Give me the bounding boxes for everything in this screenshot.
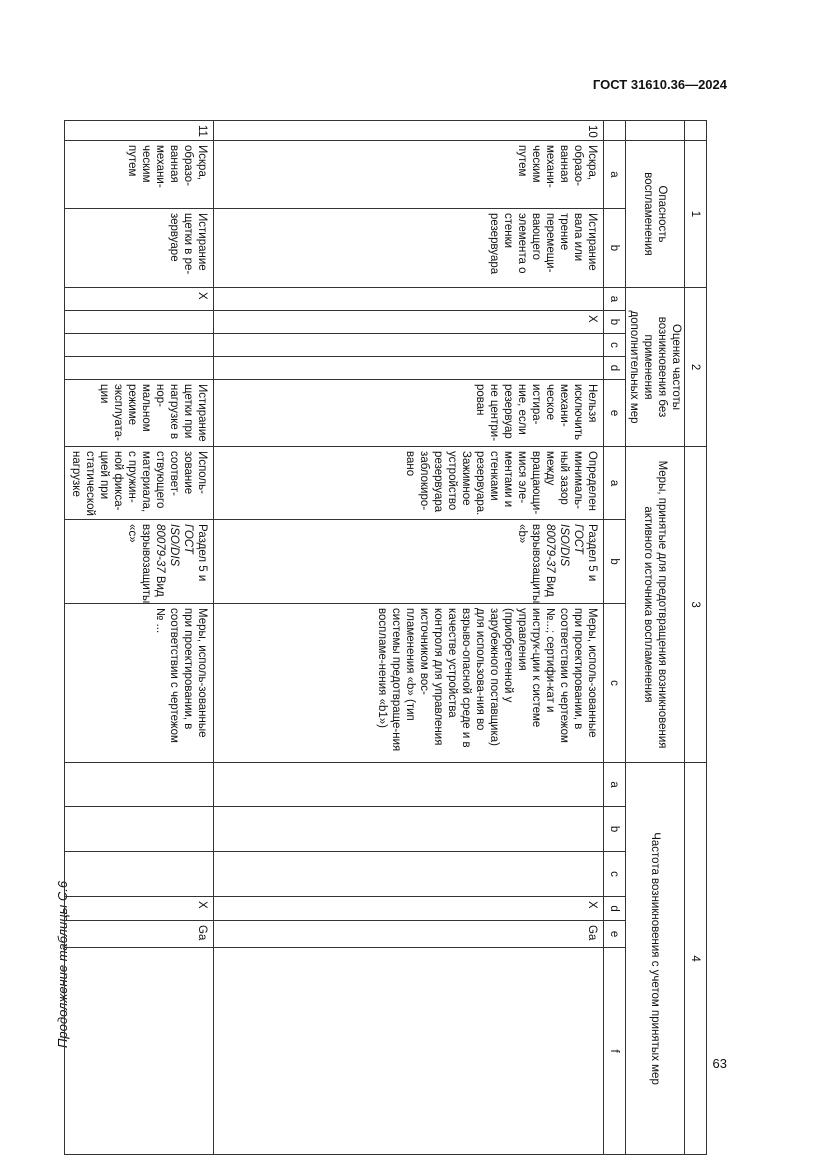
sub-letter: c bbox=[604, 334, 626, 357]
group-title-2: Оценка частоты возникновения без применения дополнительных мер bbox=[626, 288, 685, 447]
cell-4c bbox=[214, 852, 604, 897]
cell-4b bbox=[214, 807, 604, 852]
cell-3a: Определен минималь-ный зазор между вращающи-мися эле-ментами и стенками резервуара. Зажимное устройство резервуара заблокиро-вано bbox=[214, 447, 604, 520]
cell-2c bbox=[65, 334, 214, 357]
ref-prefix: Раздел 5 и bbox=[586, 524, 598, 582]
cell-1b: Истирание щетки в ре-зервуаре bbox=[65, 209, 214, 288]
page-number: 63 bbox=[712, 1056, 727, 1071]
sub-letter: a bbox=[604, 447, 626, 520]
ref-prefix: Раздел 5 и bbox=[196, 524, 208, 582]
corner-cell bbox=[626, 121, 685, 141]
cell-4a bbox=[214, 763, 604, 807]
table-row bbox=[214, 121, 604, 1155]
sub-letter-row bbox=[604, 121, 626, 1155]
sub-letter: e bbox=[604, 921, 626, 948]
group-title-3: Меры, принятые для предотвращения возникновения активного источника воспламенения bbox=[626, 447, 685, 763]
cell-3b bbox=[214, 520, 604, 604]
ref-suffix: Вид взрывозащиты «b» bbox=[516, 524, 556, 604]
cell-4f bbox=[65, 948, 214, 1155]
row-number: 11 bbox=[65, 121, 214, 141]
cell-4c bbox=[65, 852, 214, 897]
ignition-hazard-table bbox=[64, 120, 707, 1155]
group-number-2: 2 bbox=[685, 288, 707, 447]
cell-1a: Искра, образо-ванная механи-ческим путем bbox=[65, 141, 214, 209]
cell-4f bbox=[214, 948, 604, 1155]
corner-cell bbox=[604, 121, 626, 141]
sub-letter: f bbox=[604, 948, 626, 1155]
sub-letter: b bbox=[604, 520, 626, 604]
cell-1b: Истирание вала или трение перемещи-вающего элемента о стенки резервуара bbox=[214, 209, 604, 288]
sub-letter: a bbox=[604, 141, 626, 209]
sub-letter: a bbox=[604, 288, 626, 311]
table-caption: Продолжение таблицы С.6 bbox=[55, 880, 70, 1048]
corner-cell bbox=[685, 121, 707, 141]
cell-4a bbox=[65, 763, 214, 807]
cell-2d bbox=[214, 357, 604, 380]
sub-letter: c bbox=[604, 604, 626, 763]
sub-letter: c bbox=[604, 852, 626, 897]
ref-suffix: Вид взрывозащиты «c» bbox=[126, 524, 166, 604]
cell-4d: X bbox=[214, 897, 604, 921]
cell-2d bbox=[65, 357, 214, 380]
cell-4b bbox=[65, 807, 214, 852]
sub-letter: d bbox=[604, 897, 626, 921]
sub-letter: b bbox=[604, 311, 626, 334]
sub-letter: b bbox=[604, 807, 626, 852]
document-header: ГОСТ 31610.36—2024 bbox=[592, 77, 727, 92]
cell-4e: Ga bbox=[214, 921, 604, 948]
table-row bbox=[65, 121, 214, 1155]
sub-letter: e bbox=[604, 380, 626, 447]
cell-3c: Меры, исполь-зованные при проектировании, в соответствии с чертежом № ... bbox=[65, 604, 214, 763]
cell-3c: Меры, исполь-зованные при проектировании, в соответствии с чертежом №...; сертифи-кат и инструк-ции к системе управления (приобретенной у зарубежного поставщика) для использова-ния во взрыво-опасной среде и в качестве устройства контроля для управления источником вос-пламенения «b» (тип системы предотвраще-ния воспламе-нения «b1») bbox=[214, 604, 604, 763]
cell-3a: Исполь-зование соответ-ствующего материала, с пружин-ной фикса-цией при статической нагрузке bbox=[65, 447, 214, 520]
row-number: 10 bbox=[214, 121, 604, 141]
cell-2a bbox=[214, 288, 604, 311]
cell-2b: X bbox=[214, 311, 604, 334]
cell-2e: Истирание щетки при нагрузке в нор-мальном режиме эксплуата-ции bbox=[65, 380, 214, 447]
standard-ref: ГОСТ ISO/DIS 80079-37 bbox=[154, 524, 194, 573]
sub-letter: b bbox=[604, 209, 626, 288]
rotated-table-wrapper bbox=[70, 120, 707, 1085]
cell-1a: Искра, образо-ванная механи-ческим путем bbox=[214, 141, 604, 209]
group-number-4: 4 bbox=[685, 763, 707, 1155]
group-number-3: 3 bbox=[685, 447, 707, 763]
standard-ref: ГОСТ ISO/DIS 80079-37 bbox=[544, 524, 584, 573]
group-number-1: 1 bbox=[685, 141, 707, 288]
cell-3b bbox=[65, 520, 214, 604]
cell-2c bbox=[214, 334, 604, 357]
cell-2b bbox=[65, 311, 214, 334]
cell-4d: X bbox=[65, 897, 214, 921]
group-title-1: Опасность воспламенения bbox=[626, 141, 685, 288]
cell-4e: Ga bbox=[65, 921, 214, 948]
cell-2a: X bbox=[65, 288, 214, 311]
group-title-4: Частота возникновения с учетом принятых мер bbox=[626, 763, 685, 1155]
cell-2e: Нельзя исключить механи-ческое истира-ние, если резервуар не центри-рован bbox=[214, 380, 604, 447]
sub-letter: a bbox=[604, 763, 626, 807]
group-title-row bbox=[626, 121, 685, 1155]
sub-letter: d bbox=[604, 357, 626, 380]
group-number-row bbox=[685, 121, 707, 1155]
